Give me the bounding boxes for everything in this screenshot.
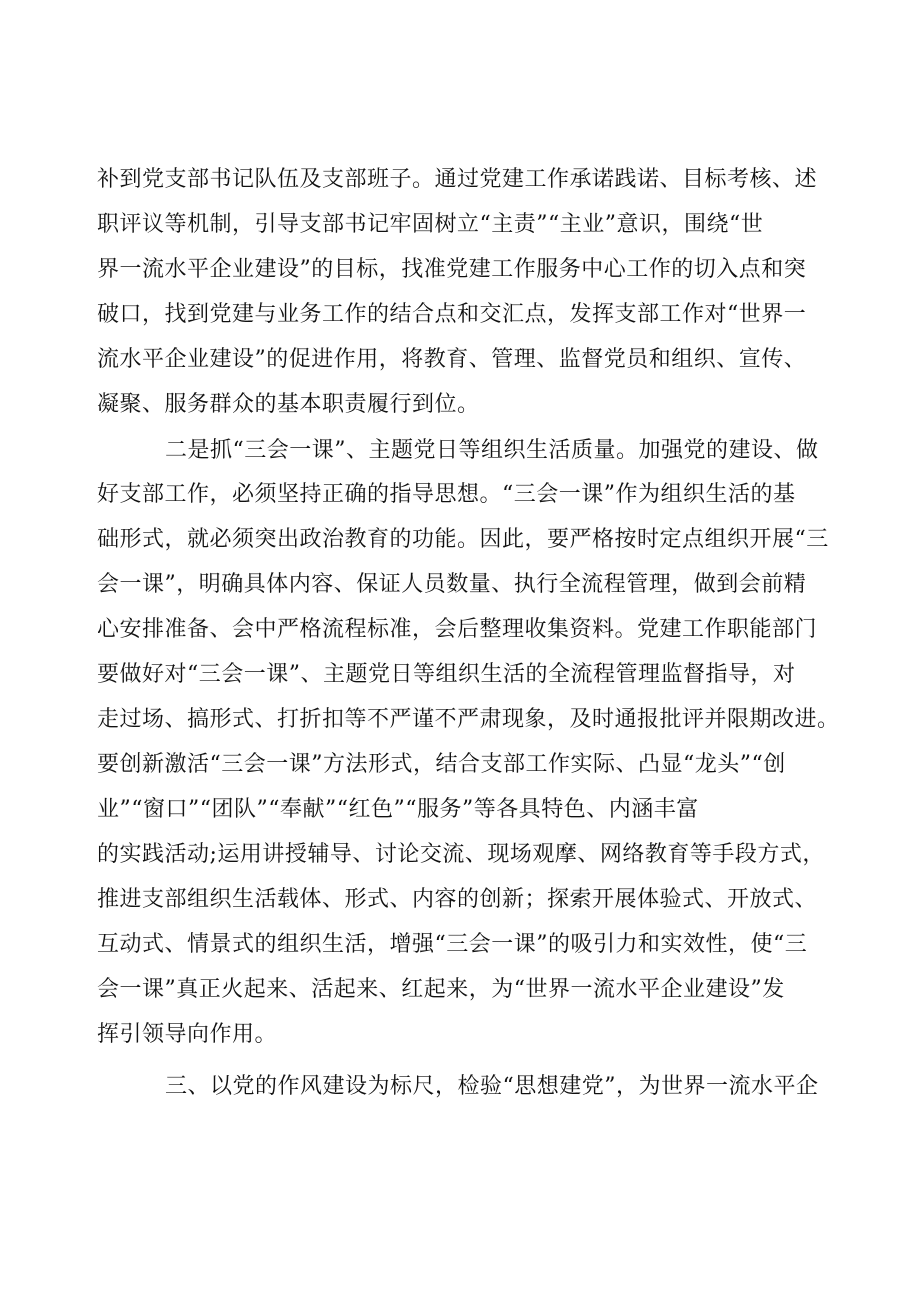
text-line: 会一课”，明确具体内容、保证人员数量、执行全流程管理，做到会前精 xyxy=(97,572,807,597)
text-line: 职评议等机制，引导支部书记牢固树立“主责”“主业”意识，围绕“世 xyxy=(97,212,764,237)
text-line: 凝聚、服务群众的基本职责履行到位。 xyxy=(97,392,480,417)
text-line: 会一课”真正火起来、活起来、红起来，为“世界一流水平企业建设”发 xyxy=(97,977,785,1002)
text-line: 挥引领导向作用。 xyxy=(97,1022,278,1047)
text-line: 要做好对“三会一课”、主题党日等组织生活的全流程管理监督指导，对 xyxy=(97,662,796,687)
text-line: 补到党支部书记队伍及支部班子。通过党建工作承诺践诺、目标考核、述 xyxy=(97,167,818,192)
text-line: 础形式，就必须突出政治教育的功能。因此，要严格按时定点组织开展“三 xyxy=(97,527,829,552)
text-line: 互动式、情景式的组织生活，增强“三会一课”的吸引力和实效性，使“三 xyxy=(97,932,808,957)
text-line: 心安排准备、会中严格流程标准，会后整理收集资料。党建工作职能部门 xyxy=(97,617,818,642)
text-line: 流水平企业建设”的促进作用，将教育、管理、监督党员和组织、宣传、 xyxy=(97,347,807,372)
text-line: 推进支部组织生活载体、形式、内容的创新；探索开展体验式、开放式、 xyxy=(97,887,818,912)
text-line: 的实践活动;运用讲授辅导、讨论交流、现场观摩、网络教育等手段方式， xyxy=(97,842,825,867)
text-line: 走过场、搞形式、打折扣等不严谨不严肃现象，及时通报批评并限期改进。 xyxy=(97,707,840,732)
text-line: 业”“窗口”“团队”“奉献”“红色”“服务”等各具特色、内涵丰富 xyxy=(97,797,699,822)
text-line: 破口，找到党建与业务工作的结合点和交汇点，发挥支部工作对“世界一 xyxy=(97,302,807,327)
text-line: 要创新激活“三会一课”方法形式，结合支部工作实际、凸显“龙头”“创 xyxy=(97,752,786,777)
text-line: 二是抓“三会一课”、主题党日等组织生活质量。加强党的建设、做 xyxy=(165,438,819,463)
section-heading-line: 三、以党的作风建设为标尺，检验“思想建党”，为世界一流水平企 xyxy=(165,1074,819,1099)
text-line: 界一流水平企业建设”的目标，找准党建工作服务中心工作的切入点和突 xyxy=(97,257,807,282)
text-line: 好支部工作，必须坚持正确的指导思想。“三会一课”作为组织生活的基 xyxy=(97,482,796,507)
